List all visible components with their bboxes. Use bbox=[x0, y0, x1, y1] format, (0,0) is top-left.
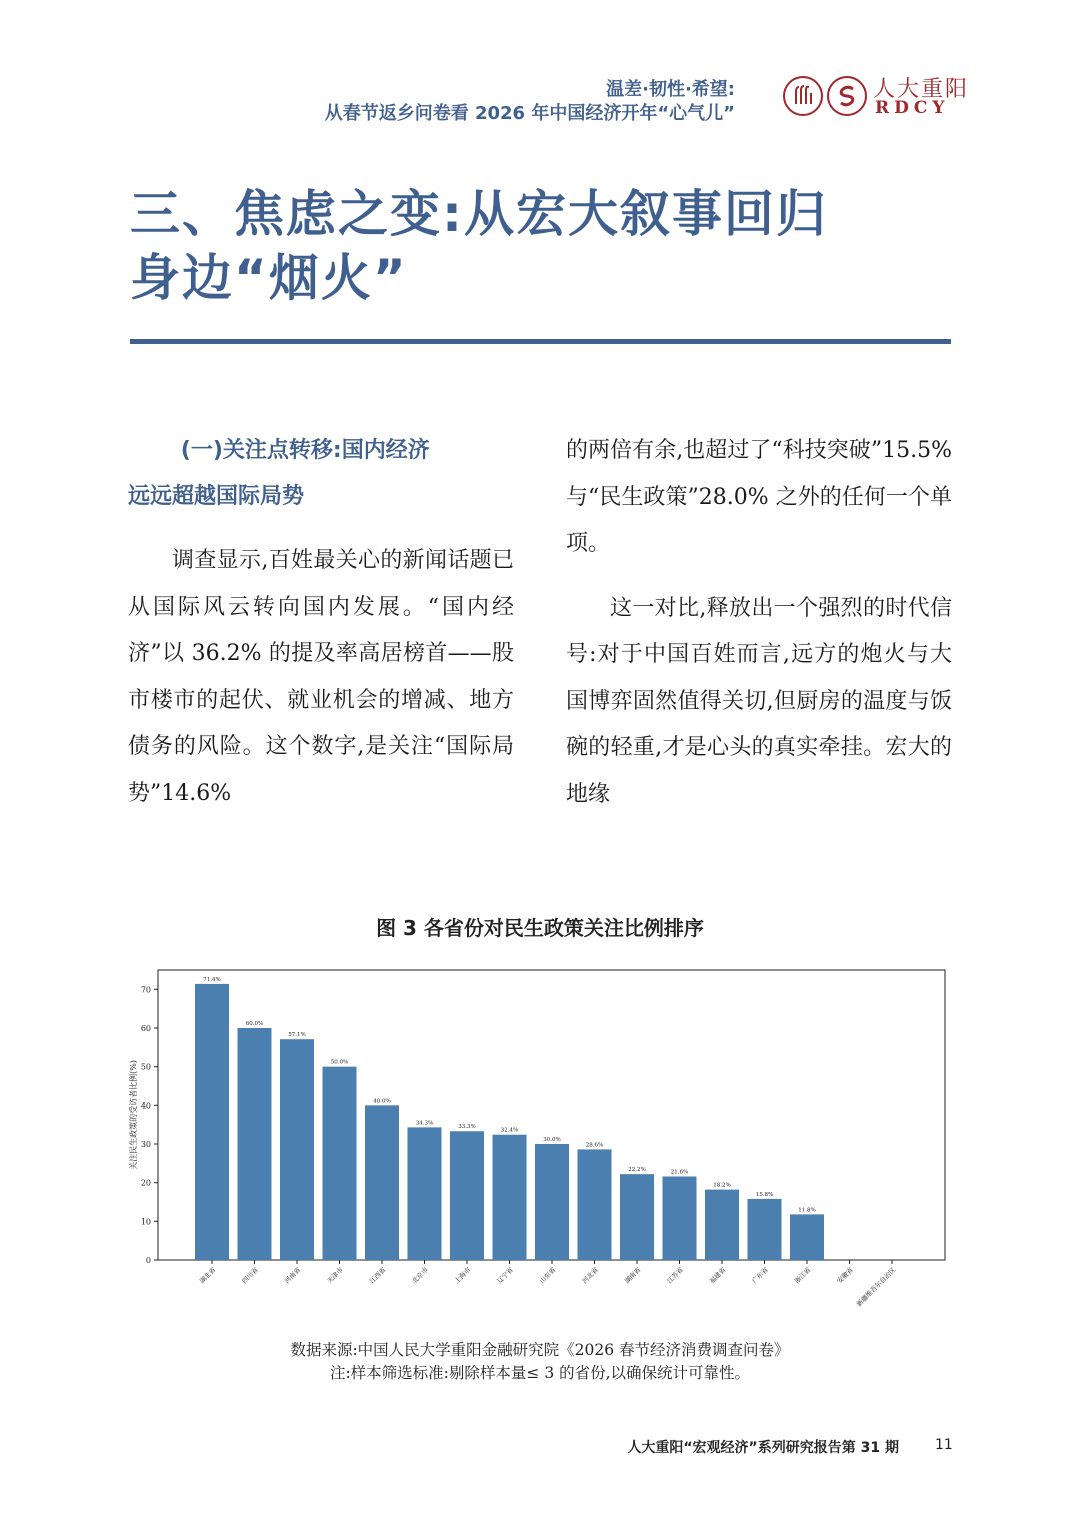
x-tick-label: 河北省 bbox=[580, 1265, 600, 1286]
bar-value-label: 34.3% bbox=[415, 1120, 434, 1127]
bar-value-label: 40.0% bbox=[373, 1098, 391, 1105]
x-tick-label: 上海市 bbox=[452, 1265, 473, 1286]
y-tick-label: 60 bbox=[140, 1024, 151, 1033]
bar bbox=[705, 1190, 739, 1260]
y-tick-label: 20 bbox=[140, 1178, 151, 1188]
bar-value-label: 50.0% bbox=[330, 1059, 349, 1066]
bar-chart bbox=[120, 955, 960, 1330]
left-column bbox=[128, 428, 514, 835]
section-title bbox=[130, 182, 960, 310]
title-divider bbox=[130, 339, 951, 344]
bar-value-label: 11.8% bbox=[798, 1207, 816, 1214]
x-tick-label: 河南省 bbox=[282, 1265, 303, 1286]
subheading-line1: (一)关注点转移:国内经济 bbox=[180, 438, 430, 463]
figure-title: 图 3 各省份对民生政策关注比例排序 bbox=[376, 916, 704, 940]
x-tick-label: 四川省 bbox=[240, 1265, 260, 1286]
body-paragraph: 的两倍有余,也超过了“科技突破”15.5% 与“民生政策”28.0% 之外的任何一个单项。 bbox=[566, 438, 952, 556]
x-tick-label: 广东省 bbox=[750, 1265, 770, 1286]
data-source: 数据来源:中国人民大学重阳金融研究院《2026 春节经济消费调查问卷》 bbox=[290, 1341, 790, 1359]
x-tick-label: 江西省 bbox=[367, 1265, 388, 1286]
emblem-icon bbox=[827, 76, 867, 116]
header-line1: 温差·韧性·希望: bbox=[606, 79, 735, 100]
bar bbox=[790, 1214, 824, 1260]
bar bbox=[535, 1144, 569, 1260]
y-tick-label: 0 bbox=[145, 1256, 151, 1265]
y-tick-label: 40 bbox=[140, 1101, 151, 1111]
bar bbox=[663, 1176, 697, 1260]
y-axis-label: 关注民生政策的受访者比例(%) bbox=[129, 1060, 138, 1170]
x-tick-label: 安徽省 bbox=[835, 1265, 855, 1286]
seal-icon bbox=[783, 76, 823, 116]
bar bbox=[620, 1174, 654, 1260]
section-title-line2: 身边“烟火” bbox=[130, 249, 408, 307]
bar-value-label: 30.0% bbox=[543, 1137, 561, 1143]
bar-value-label: 18.2% bbox=[713, 1182, 731, 1189]
x-tick-label: 福建省 bbox=[707, 1265, 728, 1286]
figure-note: 注:样本筛选标准:剔除样本量≤ 3 的省份,以确保统计可靠性。 bbox=[329, 1364, 751, 1382]
bar bbox=[323, 1067, 357, 1260]
bar-value-label: 22.2% bbox=[628, 1167, 646, 1174]
x-tick-label: 江苏省 bbox=[665, 1265, 685, 1286]
subheading-line2: 远远超越国际局势 bbox=[128, 484, 305, 509]
x-tick-label: 辽宁省 bbox=[495, 1265, 515, 1286]
bar bbox=[493, 1135, 527, 1260]
y-tick-label: 10 bbox=[140, 1217, 151, 1227]
bar-value-label: 21.6% bbox=[670, 1169, 689, 1176]
y-tick-label: 30 bbox=[140, 1140, 151, 1149]
section-title-line1: 三、焦虑之变:从宏大叙事回归 bbox=[130, 185, 828, 243]
x-tick-label: 山东省 bbox=[537, 1265, 558, 1286]
y-tick-label: 70 bbox=[140, 985, 151, 995]
bar bbox=[195, 984, 229, 1260]
rdcy-logo bbox=[783, 74, 970, 120]
bar-value-label: 15.8% bbox=[755, 1191, 774, 1198]
x-tick-label: 新疆维吾尔自治区 bbox=[854, 1265, 898, 1309]
subsection-heading bbox=[128, 428, 514, 520]
page-number: 11 bbox=[935, 1437, 953, 1453]
right-column bbox=[566, 428, 952, 836]
y-tick-label: 50 bbox=[140, 1062, 151, 1072]
header-line2: 从春节返乡问卷看 2026 年中国经济开年“心气儿” bbox=[324, 103, 735, 124]
body-paragraph: 这一对比,释放出一个强烈的时代信号:对于中国百姓而言,远方的炮火与大国博弈固然值得关切,但厨房的温度与饭碗的轻重,才是心头的真实牵挂。宏大的地缘 bbox=[566, 595, 952, 807]
y-axis bbox=[141, 985, 158, 1265]
bar-value-label: 57.1% bbox=[288, 1032, 306, 1039]
bar-value-label: 33.3% bbox=[458, 1124, 476, 1131]
x-tick-label: 湖北省 bbox=[197, 1265, 218, 1286]
footer-series: 人大重阳“宏观经济”系列研究报告第 31 期 bbox=[627, 1440, 899, 1456]
bar bbox=[578, 1149, 612, 1260]
x-axis bbox=[197, 1260, 898, 1308]
bar bbox=[408, 1127, 442, 1260]
x-tick-label: 湖南省 bbox=[622, 1265, 643, 1286]
x-tick-label: 浙江省 bbox=[792, 1265, 813, 1286]
bar bbox=[365, 1105, 399, 1260]
bar-value-label: 71.4% bbox=[203, 976, 221, 983]
report-header bbox=[325, 78, 735, 126]
bar bbox=[450, 1131, 484, 1260]
bar-value-label: 28.6% bbox=[585, 1142, 604, 1149]
bars bbox=[195, 977, 824, 1260]
bar-value-label: 32.4% bbox=[500, 1127, 519, 1134]
bar-value-label: 60.0% bbox=[245, 1021, 264, 1027]
bar bbox=[748, 1199, 782, 1260]
x-tick-label: 天津市 bbox=[325, 1265, 345, 1286]
logo-english-name: RDCY bbox=[875, 98, 950, 118]
body-paragraph: 调查显示,百姓最关心的新闻话题已从国际风云转向国内发展。“国内经济”以 36.2% 的提及率高居榜首——股市楼市的起伏、就业机会的增减、地方债务的风险。这个数字,是关注“国际局势”14.6% bbox=[128, 548, 514, 806]
bar bbox=[280, 1039, 314, 1260]
logo-chinese-name: 人大重阳 bbox=[873, 77, 970, 102]
bar bbox=[238, 1028, 272, 1260]
x-tick-label: 北京市 bbox=[410, 1265, 430, 1286]
